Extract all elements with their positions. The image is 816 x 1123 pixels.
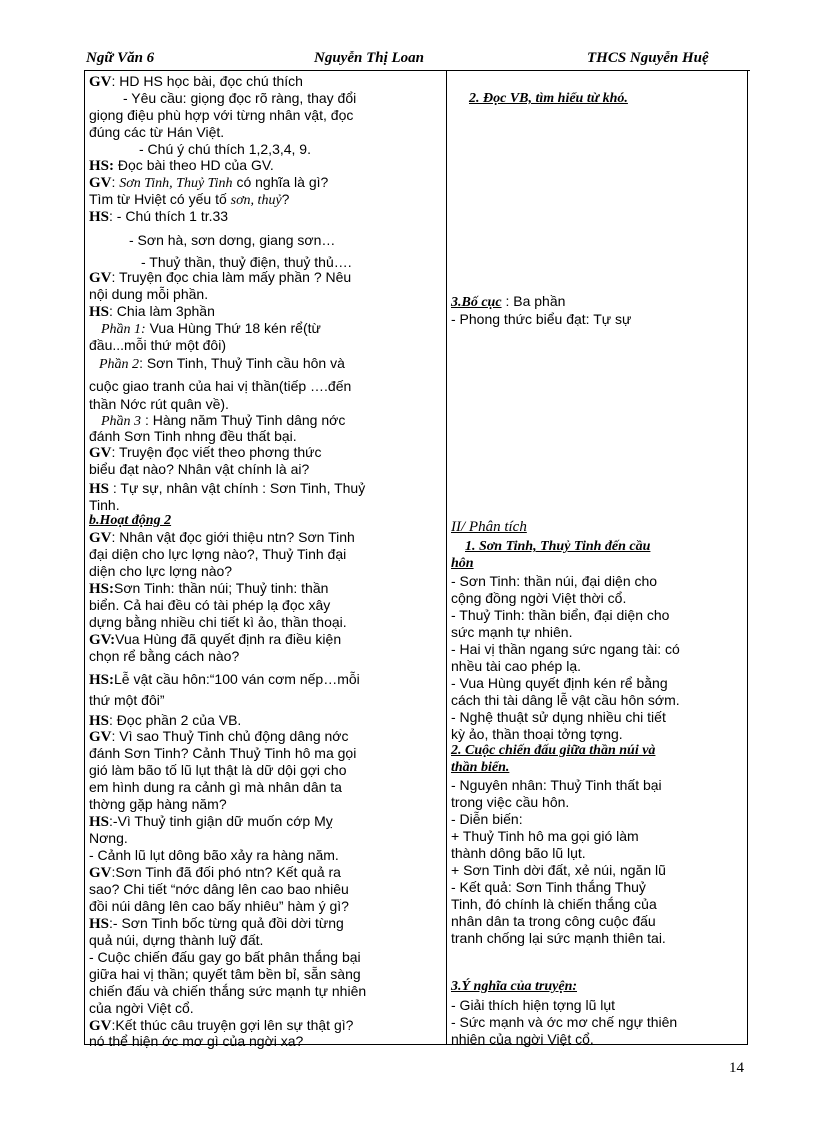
- text-line: - Cảnh lũ lụt dông bão xảy ra hàng năm.: [89, 847, 339, 863]
- text-line: - Cuộc chiến đấu gay go bất phân thắng bại: [89, 949, 361, 965]
- text-line: nội dung mỗi phần.: [89, 286, 209, 302]
- text-line: đánh Sơn Tinh? Cảnh Thuỷ Tinh hô ma gọi: [89, 745, 357, 761]
- text-line: HS : Tự sự, nhân vật chính : Sơn Tinh, Thuỷ: [89, 480, 366, 497]
- section-heading: 1. Sơn Tinh, Thuỷ Tinh đến cầu: [465, 539, 651, 554]
- text-line: GV:Vua Hùng đã quyết định ra điều kiện: [89, 631, 342, 648]
- text-line: HS: Đọc phần 2 của VB.: [89, 712, 242, 729]
- text-line: HS:Lễ vật cầu hôn:“100 ván cơm nếp…mỗi: [89, 671, 360, 688]
- text-line: nó thể hiện ớc mơ gì của ngời xa?: [89, 1033, 304, 1049]
- text-line: - Nguyên nhân: Thuỷ Tinh thất bại: [451, 777, 662, 793]
- text-line: GV: Truyện đọc viết theo phơng thức: [89, 444, 322, 461]
- text-line: - Yêu cầu: giọng đọc rõ ràng, thay đổi: [123, 90, 357, 106]
- text-line: HS: - Chú thích 1 tr.33: [89, 208, 229, 225]
- text-line: - Nghệ thuật sử dụng nhiều chi tiết: [451, 709, 666, 725]
- text-line: GV: Sơn Tinh, Thuỷ Tinh có nghĩa là gì?: [89, 174, 329, 191]
- text-line: dựng bằng nhiều chi tiết kì ảo, thần thoại.: [89, 614, 347, 630]
- text-line: thứ một đôi”: [89, 692, 165, 708]
- text-line: Tinh, đó chính là chiến thắng của: [451, 896, 657, 912]
- text-line: - Thuỷ Tinh: thần biển, đại diện cho: [451, 607, 670, 623]
- text-line: thần Nớc rút quân về).: [89, 396, 229, 412]
- text-line: HS:Sơn Tinh: thần núi; Thuỷ tinh: thần: [89, 580, 329, 597]
- header-subject: Ngữ Văn 6: [86, 50, 155, 66]
- text-line: biểu đạt nào? Nhân vật chính là ai?: [89, 461, 310, 477]
- text-line: Nơng.: [89, 830, 128, 846]
- text-line: cách thi tài dâng lễ vật cầu hôn sớm.: [451, 692, 680, 708]
- header-school: THCS Nguyễn Huệ: [587, 50, 709, 66]
- text-line: đúng các từ Hán Việt.: [89, 124, 225, 140]
- text-line: trong việc cầu hôn.: [451, 794, 570, 810]
- text-line: sao? Chi tiết “nớc dâng lên cao bao nhiêu: [89, 881, 349, 897]
- section-heading: II/ Phân tích: [451, 519, 527, 535]
- text-line: đầu...mỗi thứ một đôi): [89, 337, 226, 353]
- text-line: + Thuỷ Tinh hô ma gọi gió làm: [451, 828, 639, 844]
- text-line: Phần 1: Vua Hùng Thứ 18 kén rể(từ: [101, 320, 321, 337]
- text-line: chọn rể bằng cách nào?: [89, 648, 240, 664]
- text-line: giọng điệu phù hợp với từng nhân vật, đọc: [89, 107, 354, 123]
- text-line: GV: Truyện đọc chia làm mấy phần ? Nêu: [89, 269, 352, 286]
- text-line: đánh Sơn Tinh nhng đều thất bại.: [89, 428, 297, 444]
- text-line: - Sơn Tinh: thần núi, đại diện cho: [451, 573, 658, 589]
- text-line: Tìm từ Hviệt có yếu tố sơn, thuỷ?: [89, 191, 290, 208]
- text-line: - Thuỷ thần, thuỷ điện, thuỷ thủ….: [141, 254, 352, 270]
- page-header: [84, 46, 750, 71]
- text-line: - Hai vị thần ngang sức ngang tài: có: [451, 641, 680, 657]
- page-number: 14: [729, 1060, 744, 1076]
- text-line: - Giải thích hiện tợng lũ lụt: [451, 997, 616, 1013]
- text-line: HS:- Sơn Tinh bốc từng quả đồi dời từng: [89, 915, 344, 932]
- section-heading: 2. Cuộc chiến đấu giữa thần núi và: [451, 743, 656, 758]
- text-line: đại diện cho lực lợng nào?, Thuỷ Tinh đại: [89, 546, 347, 562]
- text-line: GV: Vì sao Thuỷ Tinh chủ động dâng nớc: [89, 728, 349, 745]
- text-line: quả núi, dựng thành luỹ đất.: [89, 932, 264, 948]
- text-line: đồi núi dâng lên cao bấy nhiêu” hàm ý gì?: [89, 898, 349, 914]
- text-line: gió làm bão tố lũ lụt thật là dữ dội gợi cho: [89, 762, 347, 778]
- text-line: + Sơn Tinh dời đất, xẻ núi, ngăn lũ: [451, 862, 666, 878]
- text-line: GV: HD HS học bài, đọc chú thích: [89, 73, 303, 90]
- section-heading: hôn: [451, 556, 474, 571]
- text-line: chiến đấu và chiến thắng sức mạnh tự nhiên: [89, 983, 367, 999]
- text-line: - Sơn hà, sơn dơng, giang sơn…: [129, 232, 336, 248]
- text-line: - Vua Hùng quyết định kén rể bằng: [451, 675, 668, 691]
- text-line: HS: Chia làm 3phần: [89, 303, 215, 320]
- text-line: HS: Đọc bài theo HD của GV.: [89, 157, 274, 174]
- text-line: 3.Bố cục : Ba phần: [451, 293, 566, 310]
- text-line: GV:Sơn Tinh đã đối phó ntn? Kết quả ra: [89, 864, 341, 881]
- text-line: em hình dung ra cảnh gì mà nhân dân ta: [89, 779, 342, 795]
- text-line: GV:Kết thúc câu truyện gợi lên sự thật gì?: [89, 1017, 354, 1034]
- text-line: của ngời Việt cổ.: [89, 1000, 194, 1016]
- lesson-table: [84, 70, 748, 1049]
- text-line: HS:-Vì Thuỷ tinh giận dữ muốn cớp Mỵ: [89, 813, 333, 830]
- text-line: kỳ ảo, thần thoại tởng tợng.: [451, 726, 623, 742]
- text-line: sức mạnh tự nhiên.: [451, 624, 573, 640]
- column-divider: [446, 71, 447, 1044]
- text-line: giữa hai vị thần; quyết tâm bền bỉ, sẵn sàng: [89, 966, 361, 982]
- text-line: thành dông bão lũ lụt.: [451, 845, 586, 861]
- header-author: Nguyễn Thị Loan: [314, 50, 425, 66]
- text-line: nhều tài cao phép lạ.: [451, 658, 581, 674]
- text-line: cuộc giao tranh của hai vị thần(tiếp ….đến: [89, 378, 352, 394]
- text-line: tranh chống lại sức mạnh thiên tai.: [451, 930, 666, 946]
- text-line: thờng gặp hàng năm?: [89, 796, 227, 812]
- text-line: - Diễn biến:: [451, 811, 523, 827]
- section-heading: thần biển.: [451, 760, 510, 775]
- text-line: Tinh.: [89, 497, 120, 513]
- text-line: Phần 2: Sơn Tinh, Thuỷ Tinh cầu hôn và: [99, 355, 345, 372]
- text-line: - Phong thức biểu đạt: Tự sự: [451, 311, 632, 327]
- text-line: nhiên của ngời Việt cổ.: [451, 1031, 594, 1047]
- section-heading: b.Hoạt động 2: [89, 513, 172, 528]
- text-line: nhân dân ta trong công cuộc đấu: [451, 913, 656, 929]
- text-line: - Kết quả: Sơn Tinh thắng Thuỷ: [451, 879, 646, 895]
- section-heading: 2. Đọc VB, tìm hiểu từ khó.: [469, 91, 628, 106]
- text-line: biển. Cả hai đều có tài phép lạ đọc xây: [89, 597, 331, 613]
- text-line: cộng đồng ngời Việt thời cổ.: [451, 590, 627, 606]
- text-line: diện cho lực lợng nào?: [89, 563, 233, 579]
- section-heading: 3.Ý nghĩa của truyện:: [451, 979, 578, 994]
- text-line: - Sức mạnh và ớc mơ chế ngự thiên: [451, 1014, 678, 1030]
- text-line: Phần 3 : Hàng năm Thuỷ Tinh dâng nớc: [101, 412, 346, 429]
- text-line: GV: Nhân vật đọc giới thiệu ntn? Sơn Tinh: [89, 529, 355, 546]
- text-line: - Chú ý chú thích 1,2,3,4, 9.: [139, 141, 311, 157]
